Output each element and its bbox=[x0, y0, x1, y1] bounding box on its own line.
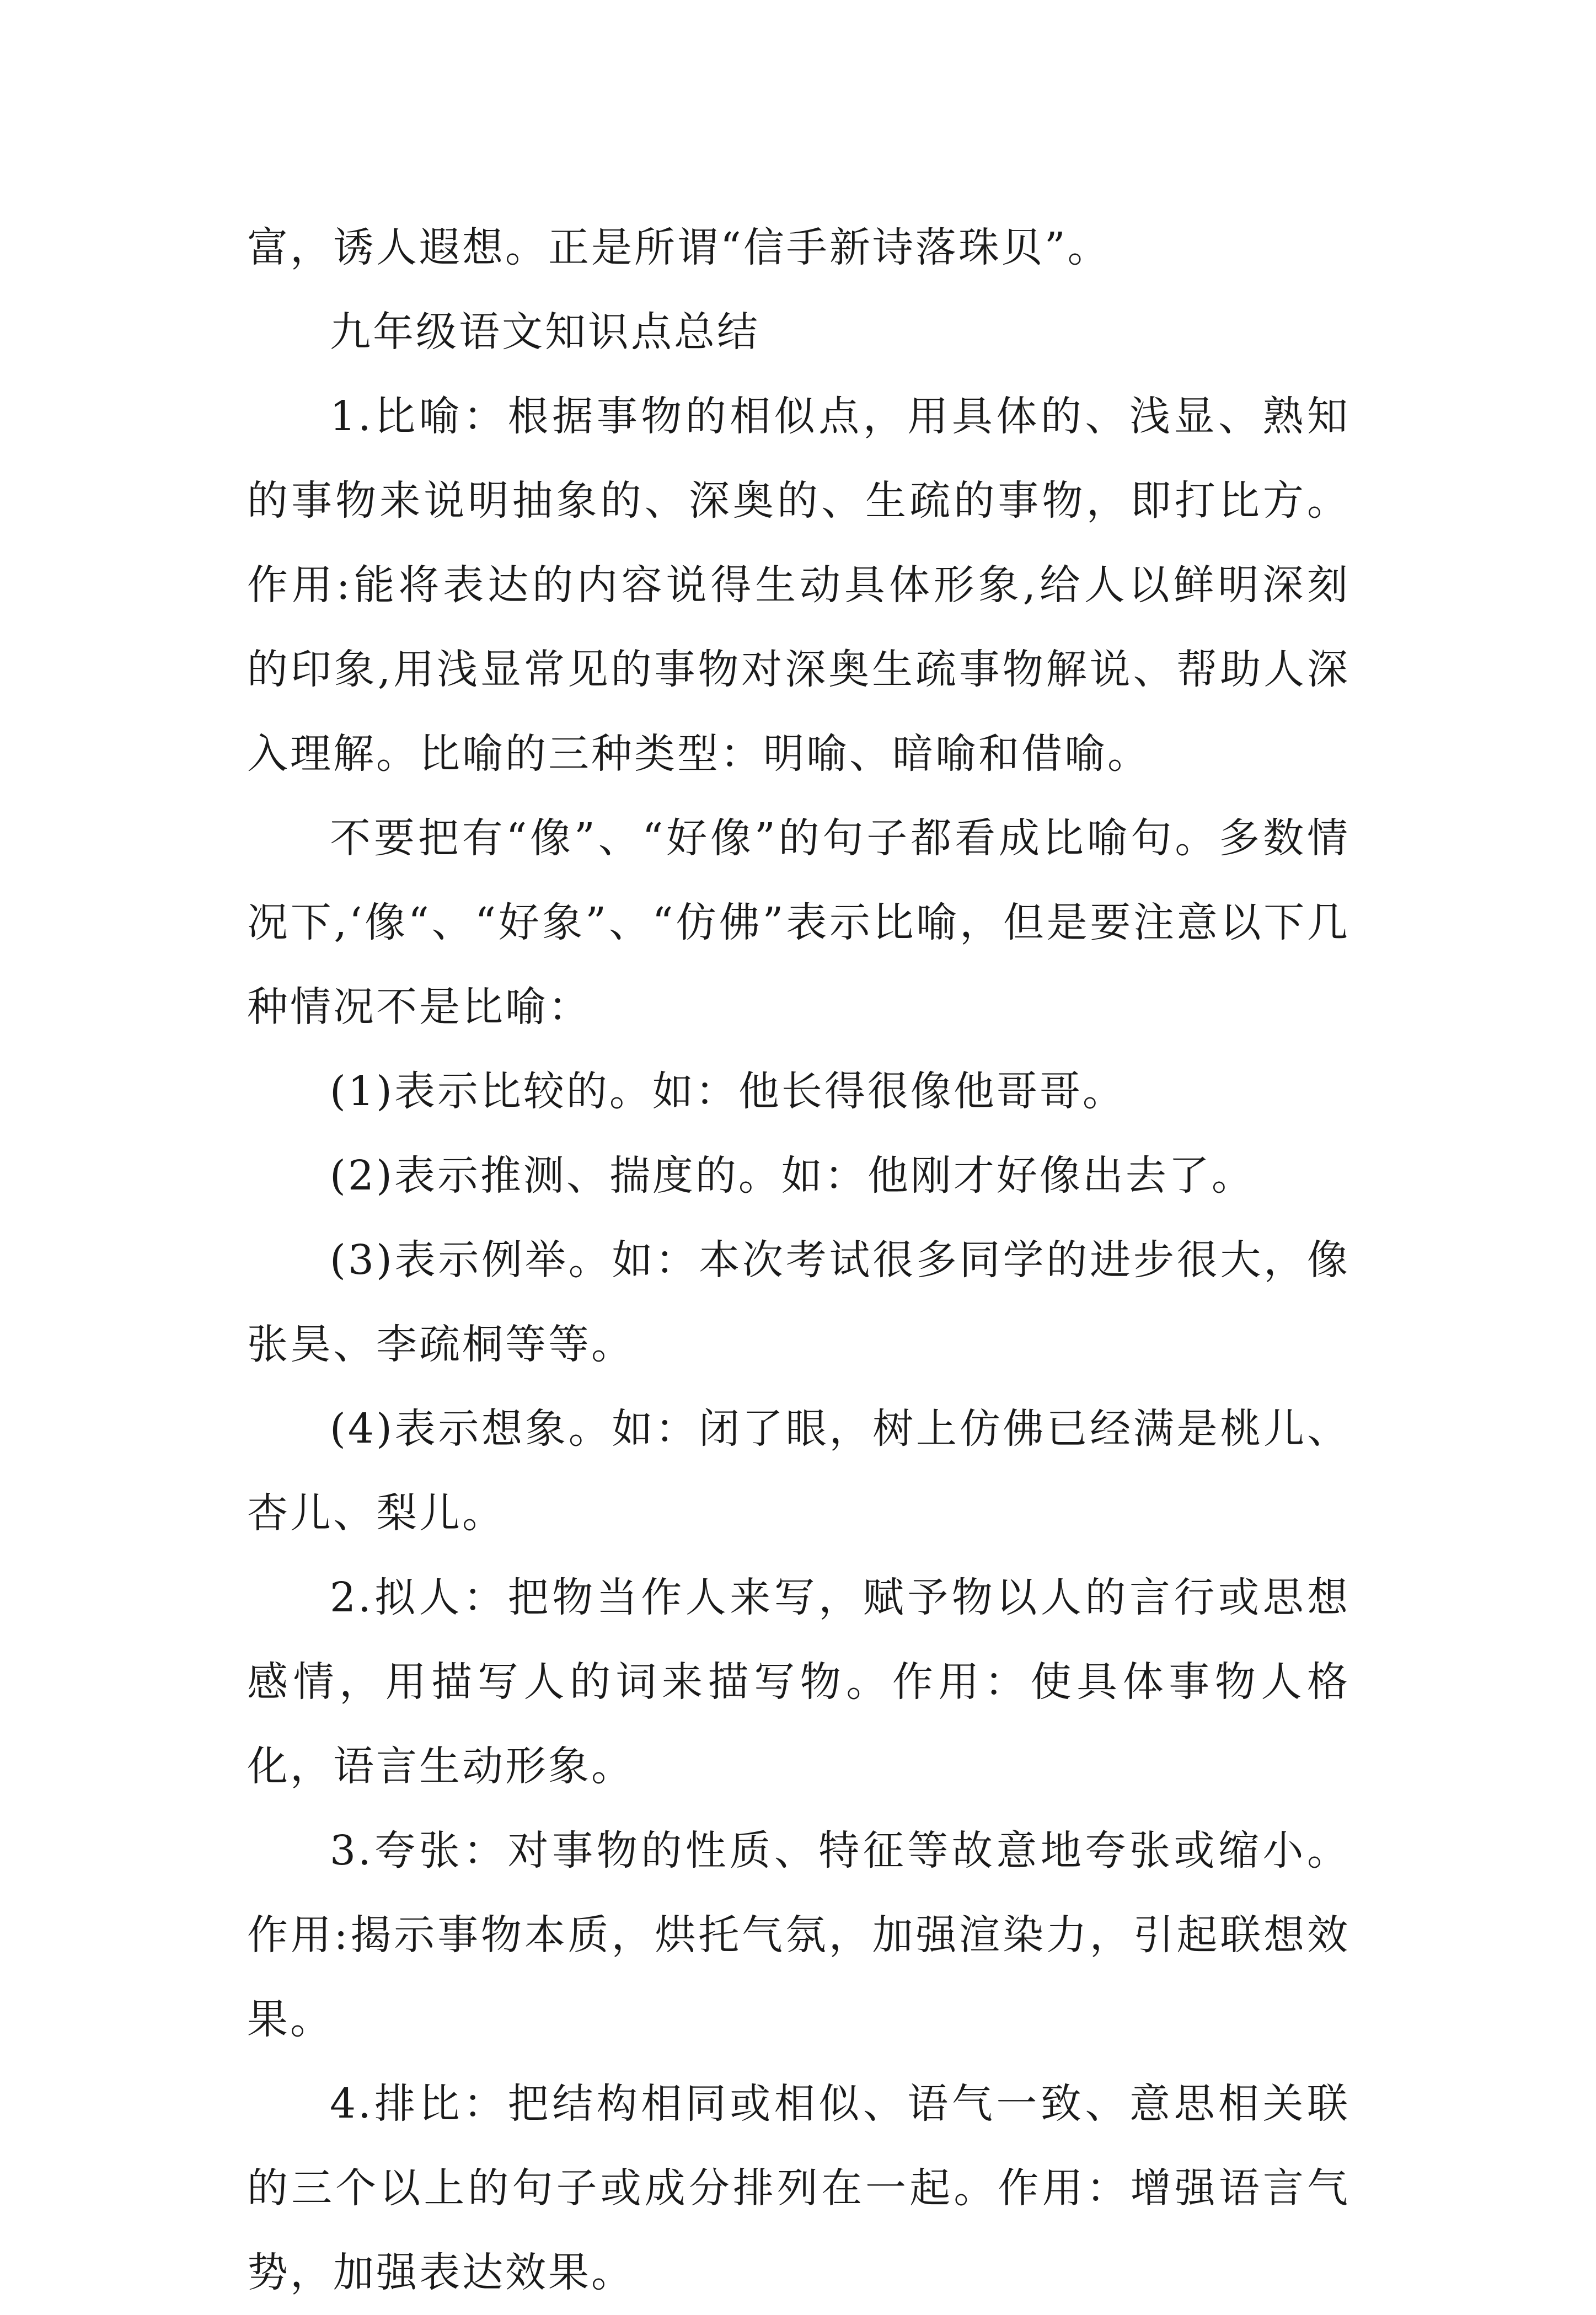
section-heading: 九年级语文知识点总结 bbox=[330, 308, 760, 356]
list-item-imagination: (4)表示想象。如：闭了眼，树上仿佛已经满是桃儿、杏儿、梨儿。 bbox=[247, 1405, 1350, 1537]
document-body bbox=[247, 206, 1350, 2315]
paragraph-metaphor: 1.比喻：根据事物的相似点，用具体的、浅显、熟知的事物来说明抽象的、深奥的、生疏的事物，即打比方。作用:能将表达的内容说得生动具体形象,给人以鲜明深刻的印象,用浅显常见的事物对深奥生疏事物解说、帮助人深入理解。比喻的三种类型：明喻、暗喻和借喻。 bbox=[247, 393, 1350, 778]
list-item-speculation: (2)表示推测、揣度的。如：他刚才好像出去了。 bbox=[330, 1152, 1255, 1199]
paragraph-continuation: 富，诱人遐想。正是所谓“信手新诗落珠贝”。 bbox=[247, 224, 1111, 271]
paragraph-parallelism: 4.排比：把结构相同或相似、语气一致、意思相关联的三个以上的句子或成分排列在一起。作用：增强语言气势，加强表达效果。 bbox=[247, 2080, 1350, 2296]
paragraph-metaphor-note: 不要把有“像”、“好像”的句子都看成比喻句。多数情况下,‘像“、“好象”、“仿佛”表示比喻，但是要注意以下几种情况不是比喻： bbox=[247, 814, 1350, 1031]
list-item-comparison: (1)表示比较的。如：他长得很像他哥哥。 bbox=[330, 1068, 1126, 1115]
list-item-example: (3)表示例举。如：本次考试很多同学的进步很大，像张昊、李疏桐等等。 bbox=[247, 1236, 1350, 1368]
paragraph-personification: 2.拟人：把物当作人来写，赋予物以人的言行或思想感情，用描写人的词来描写物。作用：使具体事物人格化，语言生动形象。 bbox=[247, 1574, 1350, 1790]
paragraph-hyperbole: 3.夸张：对事物的性质、特征等故意地夸张或缩小。作用:揭示事物本质，烘托气氛，加强渲染力，引起联想效果。 bbox=[247, 1827, 1350, 2043]
